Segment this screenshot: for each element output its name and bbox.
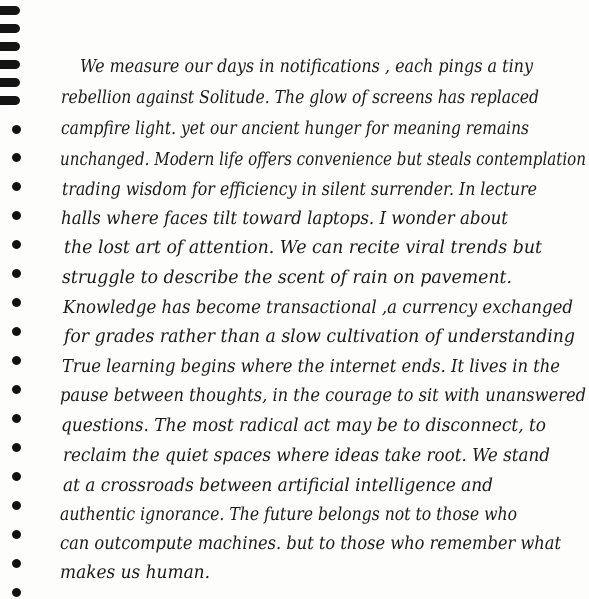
handwritten-line: at a crossroads between artificial intelligence and [63, 476, 493, 496]
handwritten-line: Knowledge has become transactional ,a currency exchanged [62, 298, 573, 318]
handwritten-line: reclaim the quiet spaces where ideas take root. We stand [63, 446, 550, 466]
handwritten-line: makes us human. [60, 563, 210, 583]
handwritten-line: unchanged. Modern life offers convenience but steals contemplation [60, 150, 586, 170]
handwritten-line: rebellion against Solitude. The glow of screens has replaced [61, 88, 539, 108]
handwritten-line: True learning begins where the internet ends. It lives in the [62, 357, 560, 377]
handwritten-line: pause between thoughts, in the courage to sit with unanswered [60, 386, 586, 406]
handwritten-line: questions. The most radical act may be to disconnect, to [61, 416, 546, 436]
handwritten-line: campfire light. yet our ancient hunger for meaning remains [61, 119, 530, 139]
handwritten-line: can outcompute machines. but to those who remember what [60, 534, 562, 554]
handwritten-line: trading wisdom for efficiency in silent surrender. In lecture [62, 180, 537, 200]
handwritten-line: for grades rather than a slow cultivation of understanding [62, 327, 575, 347]
handwritten-line: the lost art of attention. We can recite viral trends but [64, 238, 543, 258]
handwritten-line: We measure our days in notifications , each pings a tiny [80, 57, 535, 77]
handwritten-line: authentic ignorance. The future belongs not to those who [60, 505, 517, 525]
handwritten-line: halls where faces tilt toward laptops. I wonder about [61, 209, 509, 229]
handwritten-line: struggle to describe the scent of rain on pavement. [62, 268, 512, 288]
